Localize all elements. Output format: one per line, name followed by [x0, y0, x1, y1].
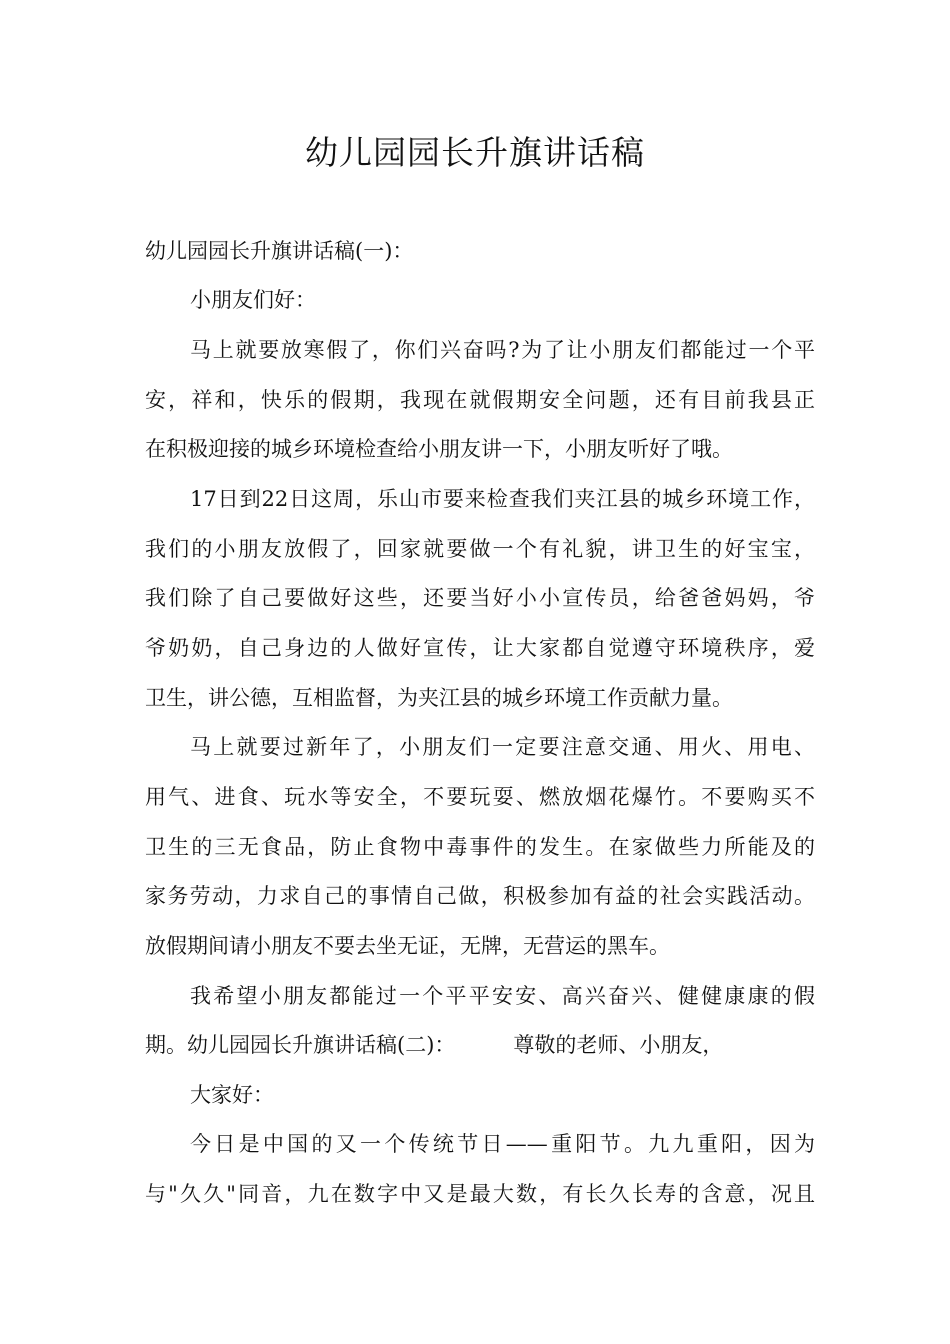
document-title: 幼儿园园长升旗讲话稿: [305, 133, 645, 172]
body-line-with-heading: [145, 1025, 815, 1065]
body-line: 我们除了自己要做好这些，还要当好小小宣传员，给爸爸妈妈，爷: [145, 586, 815, 610]
body-line: 卫生，讲公德，互相监督，为夹江县的城乡环境工作贡献力量。: [145, 686, 733, 710]
body-line: 卫生的三无食品，防止食物中毒事件的发生。在家做些力所能及的: [145, 835, 815, 859]
salutation: 尊敬的老师、小朋友，: [513, 1033, 724, 1057]
section-heading-2: 期。幼儿园园长升旗讲话稿(二)：: [145, 1033, 456, 1057]
body-line: 安，祥和，快乐的假期，我现在就假期安全问题，还有目前我县正: [145, 388, 815, 412]
body-line: 用气、进食、玩水等安全，不要玩耍、燃放烟花爆竹。不要购买不: [145, 785, 815, 809]
body-line: 家务劳动，力求自己的事情自己做，积极参加有益的社会实践活动。: [145, 884, 815, 908]
body-line: 放假期间请小朋友不要去坐无证，无牌，无营运的黑车。: [145, 934, 670, 958]
greeting-line: 大家好：: [190, 1083, 274, 1107]
body-line: 马上就要放寒假了，你们兴奋吗?为了让小朋友们都能过一个平: [190, 338, 815, 362]
body-line: 在积极迎接的城乡环境检查给小朋友讲一下，小朋友听好了哦。: [145, 437, 733, 461]
body-line: 我们的小朋友放假了，回家就要做一个有礼貌，讲卫生的好宝宝，: [145, 537, 815, 561]
body-line: 我希望小朋友都能过一个平平安安、高兴奋兴、健健康康的假: [190, 984, 815, 1008]
body-line: 马上就要过新年了，小朋友们一定要注意交通、用火、用电、: [190, 735, 815, 759]
section-heading-1: 幼儿园园长升旗讲话稿(一)：: [145, 239, 414, 263]
greeting-line: 小朋友们好：: [190, 288, 316, 312]
body-line: 与"久久"同音，九在数字中又是最大数，有长久长寿的含意，况且: [145, 1182, 815, 1206]
body-line: 爷奶奶，自己身边的人做好宣传，让大家都自觉遵守环境秩序，爱: [145, 636, 815, 660]
body-line: 今日是中国的又一个传统节日——重阳节。九九重阳，因为: [190, 1132, 815, 1156]
body-line: 17日到22日这周，乐山市要来检查我们夹江县的城乡环境工作，: [190, 487, 815, 511]
